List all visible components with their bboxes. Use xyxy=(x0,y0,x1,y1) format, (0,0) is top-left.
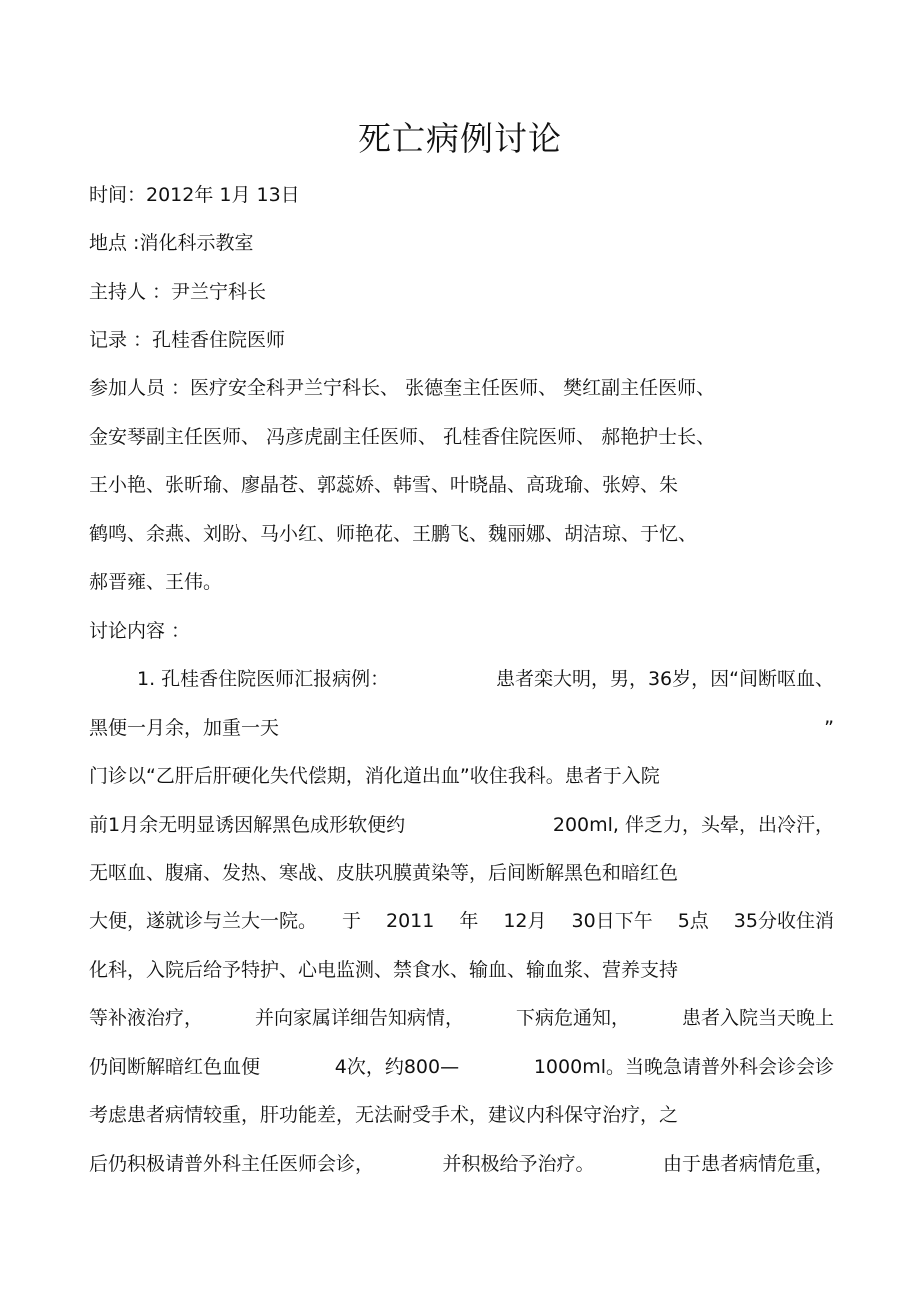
body-line xyxy=(89,1005,834,1031)
body-line xyxy=(89,1054,834,1080)
body-text: 5点 xyxy=(677,910,709,932)
body-text: 前1月余无明显诱因解黑色成形软便约 xyxy=(89,814,406,836)
body-text: 等补液治疗， xyxy=(89,1007,204,1029)
body-text: 患者栾大明，男，36岁，因“间断呕血、 xyxy=(495,668,834,690)
body-text: 由于患者病情危重， xyxy=(662,1153,834,1175)
meta-time: 时间：2012年 1月 13日 xyxy=(89,184,300,206)
body-text: 1000ml。当晚急请普外科会诊会诊 xyxy=(533,1056,834,1078)
body-text: 黑便一月余，加重一天 xyxy=(89,717,280,739)
participants-line: 参加人员 ：医疗安全科尹兰宁科长、 张德奎主任医师、 樊红副主任医师、 xyxy=(89,377,716,399)
body-text: 200ml, 伴乏力，头晕，出冷汗， xyxy=(552,814,834,836)
body-text: 年 xyxy=(459,910,479,932)
body-text: 大便，遂就诊与兰大一院。 xyxy=(89,910,318,932)
participants-line: 金安琴副主任医师、 冯彦虎副主任医师、 孔桂香住院医师、 郝艳护士长、 xyxy=(89,426,716,448)
body-line: 无呕血、腹痛、发热、寒战、皮肤巩膜黄染等，后间断解黑色和暗红色 xyxy=(89,862,679,884)
document-title: 死亡病例讨论 xyxy=(358,119,562,158)
body-line: 化科，入院后给予特护、心电监测、禁食水、输血、输血浆、营养支持 xyxy=(89,959,679,981)
body-text: 并向家属详细告知病情， xyxy=(254,1007,464,1029)
body-text: 35分收住消 xyxy=(733,910,834,932)
body-text: 2011 xyxy=(386,910,435,932)
participants-line: 郝晋雍、王伟。 xyxy=(89,571,223,593)
body-line xyxy=(137,666,834,692)
participants-line: 王小艳、张昕瑜、廖晶苍、郭蕊娇、韩雪、叶晓晶、高珑瑜、张婷、朱 xyxy=(89,474,679,496)
body-line xyxy=(89,1151,834,1177)
body-line: 考虑患者病情较重，肝功能差，无法耐受手术，建议内科保守治疗，之 xyxy=(89,1104,679,1126)
body-text: 30日下午 xyxy=(571,910,653,932)
body-line xyxy=(89,908,834,934)
participants-line: 鹤鸣、余燕、刘盼、马小红、师艳花、王鹏飞、魏丽娜、胡洁琼、于忆、 xyxy=(89,523,698,545)
body-text: 下病危通知， xyxy=(515,1007,630,1029)
body-line: 门诊以“乙肝后肝硬化失代偿期，消化道出血”收住我科。患者于入院 xyxy=(89,765,660,787)
body-text: 12月 xyxy=(503,910,547,932)
meta-host: 主持人 ：尹兰宁科长 xyxy=(89,281,267,303)
body-text: 后仍积极请普外科主任医师会诊， xyxy=(89,1153,375,1175)
body-text: 仍间断解暗红色血便 xyxy=(89,1056,261,1078)
body-text: 并积极给予治疗。 xyxy=(442,1153,595,1175)
body-text: 1. 孔桂香住院医师汇报病例： xyxy=(137,668,390,690)
body-text: 4次，约800— xyxy=(334,1056,460,1078)
body-line xyxy=(89,812,834,838)
meta-place: 地点 :消化科示教室 xyxy=(89,232,254,254)
body-text: 患者入院当天晚上 xyxy=(681,1007,834,1029)
meta-recorder: 记录 ：孔桂香住院医师 xyxy=(89,329,286,351)
body-text: ” xyxy=(824,717,834,739)
discussion-label: 讨论内容 ： xyxy=(89,620,191,642)
body-text: 于 xyxy=(342,910,362,932)
body-line xyxy=(89,715,834,741)
